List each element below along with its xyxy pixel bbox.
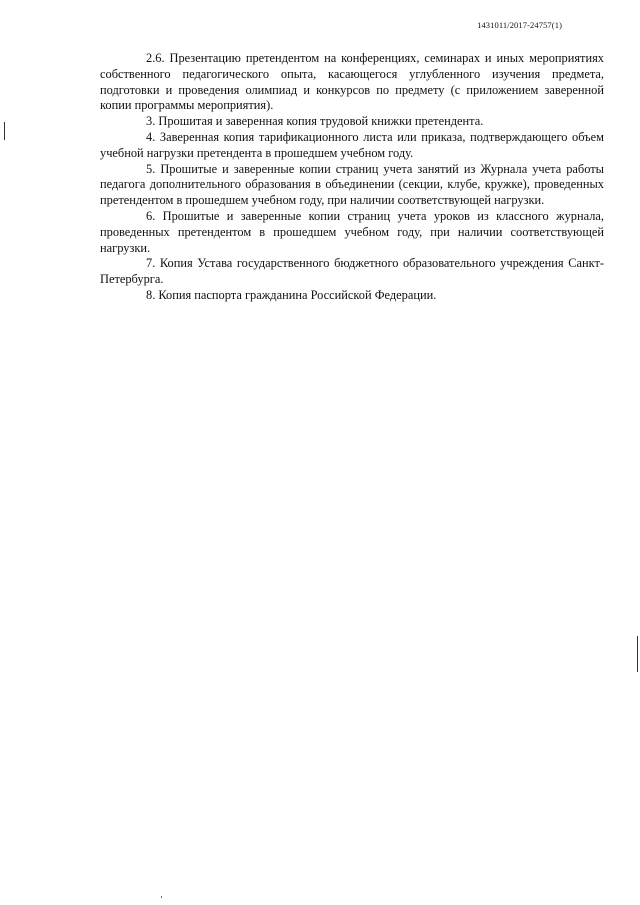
paragraph-8: 8. Копия паспорта гражданина Российской Федерации. [146, 287, 437, 302]
paragraph-5: 5. Прошитые и заверенные копии страниц учета занятий из Журнала учета работы педагога дополнительного образования в объединении (секции, клубе, кружке), проведенных претендентом в прошедшем учебном году, при наличии соответствующей нагрузки. [100, 161, 604, 208]
paragraph-2-6: 2.6. Презентацию претендентом на конференциях, семинарах и иных мероприятиях собственного педагогического опыта, касающегося углубленного изучения предмета, подготовки и проведения олимпиад и конкурсов по предмету (с приложением заверенной копии программы мероприятия). [100, 51, 604, 113]
paragraph-4: 4. Заверенная копия тарификационного листа или приказа, подтверждающего объем учебной нагрузки претендента в прошедшем учебном году. [100, 129, 604, 160]
document-number: 1431011/2017-24757(1) [477, 20, 562, 30]
paragraph-3: 3. Прошитая и заверенная копия трудовой книжки претендента. [146, 114, 484, 129]
scan-speck [161, 896, 162, 898]
scan-edge-mark-right [637, 636, 638, 672]
scan-edge-mark-left [4, 122, 5, 140]
paragraph-7: 7. Копия Устава государственного бюджетного образовательного учреждения Санкт-Петербурга. [100, 256, 604, 287]
paragraph-6: 6. Прошитые и заверенные копии страниц учета уроков из классного журнала, проведенных претендентом в прошедшем учебном году, при наличии соответствующей нагрузки. [100, 208, 604, 255]
document-body [100, 51, 604, 304]
